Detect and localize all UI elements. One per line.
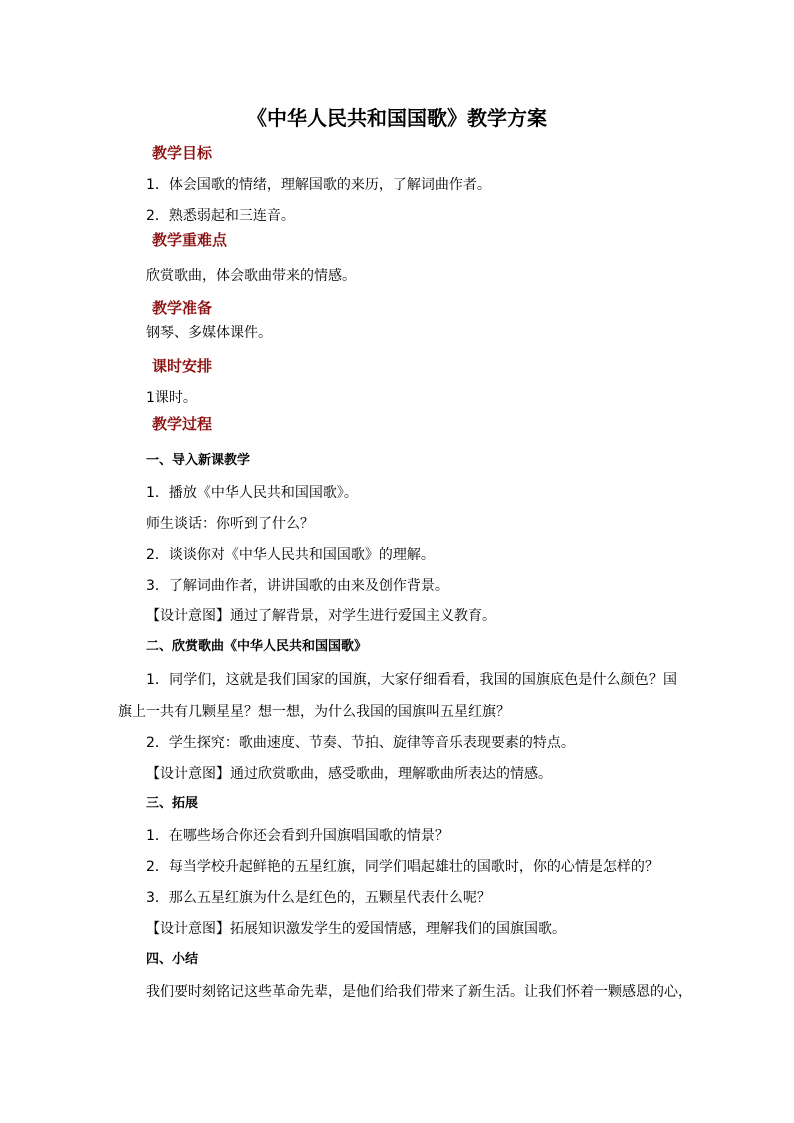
goal-item-2: 2．熟悉弱起和三连音。 — [146, 208, 295, 224]
keypoints-text: 欣赏歌曲，体会歌曲带来的情感。 — [146, 268, 356, 284]
part3-heading: 三、拓展 — [146, 796, 199, 811]
part1-heading: 一、导入新课教学 — [146, 453, 251, 468]
schedule-text: 1课时。 — [146, 390, 197, 406]
part1-item-2: 2．谈谈你对《中华人民共和国国歌》的理解。 — [146, 547, 435, 563]
prep-heading: 教学准备 — [152, 299, 213, 317]
prep-text: 钢琴、多媒体课件。 — [146, 325, 272, 341]
part3-item-2: 2．每当学校升起鲜艳的五星红旗，同学们唱起雄壮的国歌时，你的心情是怎样的？ — [146, 859, 659, 875]
keypoints-heading: 教学重难点 — [152, 231, 228, 249]
part3-item-1: 1．在哪些场合你还会看到升国旗唱国歌的情景？ — [146, 828, 449, 844]
goal-item-1: 1．体会国歌的情绪，理解国歌的来历，了解词曲作者。 — [146, 177, 491, 193]
part1-item-1: 1．播放《中华人民共和国国歌》。 — [146, 485, 358, 501]
part2-item-1-line-2: 旗上一共有几颗星星？想一想，为什么我国的国旗叫五星红旗？ — [118, 704, 510, 720]
schedule-heading: 课时安排 — [152, 357, 213, 375]
goals-heading: 教学目标 — [152, 144, 213, 162]
part1-dialog: 师生谈话：你听到了什么？ — [146, 516, 314, 532]
part2-design-intent: 【设计意图】通过欣赏歌曲，感受歌曲，理解歌曲所表达的情感。 — [146, 766, 552, 782]
part1-design-intent: 【设计意图】通过了解背景，对学生进行爱国主义教育。 — [146, 608, 496, 624]
part3-item-3: 3．那么五星红旗为什么是红色的，五颗星代表什么呢？ — [146, 890, 491, 906]
part3-design-intent: 【设计意图】拓展知识激发学生的爱国情感，理解我们的国旗国歌。 — [146, 921, 566, 937]
part2-heading: 二、欣赏歌曲《中华人民共和国国歌》 — [146, 639, 368, 654]
part4-heading: 四、小结 — [146, 952, 199, 967]
part2-item-2: 2．学生探究：歌曲速度、节奏、节拍、旋律等音乐表现要素的特点。 — [146, 735, 575, 751]
process-heading: 教学过程 — [152, 415, 213, 433]
part4-text: 我们要时刻铭记这些革命先辈，是他们给我们带来了新生活。让我们怀着一颗感恩的心， — [146, 984, 692, 1000]
part1-item-3: 3．了解词曲作者，讲讲国歌的由来及创作背景。 — [146, 578, 449, 594]
document-title: 《中华人民共和国国歌》教学方案 — [247, 106, 547, 130]
part2-item-1-line-1: 1．同学们，这就是我们国家的国旗，大家仔细看看，我国的国旗底色是什么颜色？国 — [146, 672, 677, 688]
